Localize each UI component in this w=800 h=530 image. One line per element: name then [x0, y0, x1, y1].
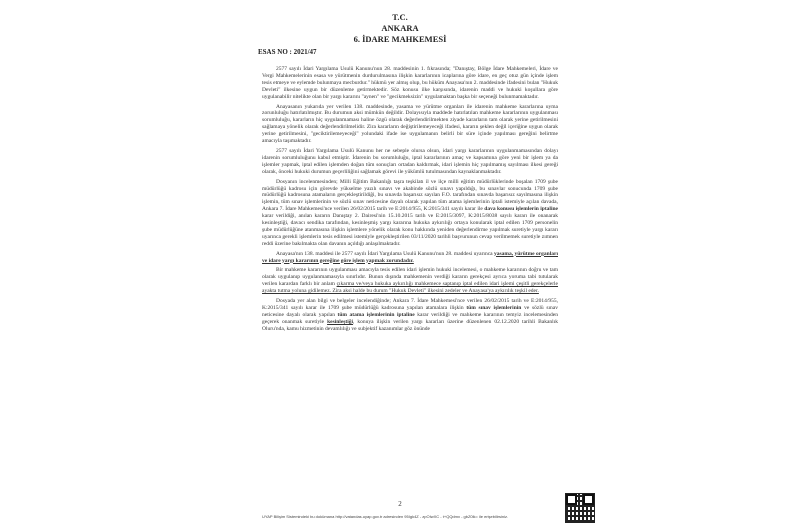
paragraph [262, 251, 558, 265]
paragraph-text: Anayasa'nın 138. maddesi ile 2577 sayılı İdari Yargılama Usulü Kanunu'nun 28. maddesi uyarınca [276, 250, 494, 257]
court-heading: 6. İDARE MAHKEMESİ [353, 34, 447, 44]
paragraph-text: ve sözlü sınav neticesine dayalı olarak yapılan [262, 305, 558, 318]
paragraph [262, 298, 558, 333]
document-header [0, 12, 800, 45]
emphasized-text: tüm sınav işlemlerinin [466, 305, 522, 311]
document-body [262, 66, 558, 336]
paragraph-text: Anayasanın yukarıda yer verilen 138. maddesinde, yasama ve yürütme organları ile idarenin mahkeme kararlarına uyma zorunluluğu hatırlatılmıştır. Bu durumun aksi mümkün değildir. Dolayısıyla maddede hatırlatılan mahkeme kararlarının uygulanması sorumluluğu, kararların hiç uygulanmaması haline özgü olarak değerlendirilmekten ziyade kararların tam olarak yerine getirilmesini sağlamaya yönelik olarak değerlendirilmelidir. Zira kararların değiştirilemeyeceği ifadesi, kararın şeklen değil içeriğine uygun olarak yerine getirilmesini, "geciktirilemeyeceği" yolundaki ifade ise uygulamanın belirli bir süre içinde yapılması gereğini belirtme amacıyla taşımaktadır. [262, 103, 558, 145]
uyap-footer: UYAP Bilişim Sistemindeki bu dokümana http://vatandas.uyap.gov.tr adresinden 95Igk4Z - zpOIwXC - t+QQdmx - gbZ0lk= ile erişebilirsiniz. [262, 514, 509, 519]
paragraph-text: Dosyanın incelenmesinden; Milli Eğitim Bakanlığı taşra teşkilatı il ve ilçe milli eğitim müdürlüklerinde boşalan 1709 şube müdürlüğü kadrosu için görevde yükselme yazılı sınavı ve akabinde sözlü sınavı yapıldığı, bu sınavlar sonucunda 1709 şube müdürlüğü kadrosuna atamaların gerçekleştirildiği, bu sınavda başarısız sayılan F.O. tarafından sınavda başarısız sayılmasına ilişkin işlemin, tüm sınav işlemlerinin ve sözlü sınav neticesine dayalı olarak yapılan tüm atama işlemlerinin iptali istemiyle açılan davada, Ankara 7. İdare Mahkemesi'nce verilen 26/02/2015 tarih ve E:2014/955, K:2015/341 sayılı karar ile [262, 178, 558, 213]
emphasized-text: tüm atama işlemlerinin iptaline [337, 311, 415, 318]
city-heading: ANKARA [381, 23, 419, 33]
paragraph [262, 104, 558, 145]
emphasized-text: kesinleştiği [327, 318, 354, 325]
paragraph-text: Dosyada yer alan bilgi ve belgeler incelendiğinde; Ankara 7. İdare Mahkemesi'nce verilen 26/02/2015 tarih ve E:2014/955, K:2015/341 sayılı karar ile 1709 şube müdürlüğü kadrosuna yapılan atamalara ilişkin [262, 298, 558, 311]
paragraph [262, 66, 558, 101]
paragraph [262, 267, 558, 295]
paragraph [262, 179, 558, 248]
paragraph-text: , konuya ilişkin verilen yargı kararları üzerine düzenlenen 02.12.2020 tarihli Bakanlık Oluru'nda, kamu hizmetinin devamlılığı ve subjektif kazanımlar göz önünde [262, 318, 558, 332]
paragraph-text: Bir mahkeme kararının uygulanması amacıyla tesis edilen idari işlemin hukuki incelemesi, o mahkeme kararının doğru ve tam olarak uygulanıp uygulanmamasıyla sınırlıdır. Bunun dışında mahkemenin verdiği kararın gerekçesi ayrıca yoruma tabi tutularak verilen karardan farklı bir anlam [262, 267, 558, 288]
paragraph [262, 148, 558, 176]
emphasized-text: yasama, yürütme organları ve idare yargı kararının gereğine göre işlem yapmak zorundadır. [262, 250, 558, 264]
page-number: 2 [398, 500, 402, 508]
paragraph-text: karar verildiği ve mahkeme kararının temyiz incelemesinden geçerek onanmak suretiyle [262, 311, 558, 325]
paragraph-text: karar verildiği, anılan kararın Danıştay 2. Dairesi'nin 15.10.2015 tarih ve E:2015/3097, K:2015/8038 sayılı kararı ile onanarak kesinleştiği, davacı sendika tarafından, kesinleşmiş yargı kararına hukuka aykırılığı ortaya konularak iptal edilen 1709 personelin şube müdürlüğüne atanmasına ilişkin işlemlere yönelik olarak konu hakkında yeniden değerlendirme yapılmak suretiyle yargı kararı uyarınca gerekli işlemlerin tesis edilmesi istemiyle gerçekleştirilen 03/11/2020 tarihli başvurunun cevap verilmemek suretiyle zımnen reddi üzerine bakılmakta olan davanın açıldığı anlaşılmaktadır. [262, 213, 558, 247]
qr-code [566, 494, 594, 522]
paragraph-text: 2577 sayılı İdari Yargılama Usulü Kanunu her ne sebeple olursa olsun, idari yargı kararlarının uygulanmamasından dolayı idarenin sorumluluğunu kabul etmiştir. İdarenin bu sorumluluğu, iptal kararlarının amaç ve kapsamına göre yeni bir işlem ya da işlemler yapmak, iptal edilen işlemden doğan tüm sonuçları ortadan kaldırmak, idari işlemin hiç yapılmamış sayılması ilkesi gereği olarak, önceki hukuki durumun geçerliliğini sağlamak görevi ile yükümlü tutulmasından kaynaklanmaktadır. [262, 147, 558, 175]
emphasized-text: çıkarma ve/veya hukuka aykırılığı mahkemece saptanıp iptal edilen idari işlemi çeşitli gerekçelerle ayakta tutma yoluna gidilemez. Zira aksi halde bu durum "Hukuk Devleti" ilkesini zedeler ve Anayasa'ya aykırılık teşkil eder. [262, 281, 559, 295]
paragraph-text: 2577 sayılı İdari Yargılama Usulü Kanunu'nun 28. maddesinin 1. fıkrasında; "Danıştay, Bölge İdare Mahkemeleri, İdare ve Vergi Mahkemelerinin esasa ve yürütmenin durdurulmasına ilişkin kararlarının icaplarına göre idare, en geç otuz gün içinde işlem tesis etmeye ve eylemde bulunmaya mecburdur." hükmü yer almış olup, bu hüküm Anayasa'nın 2. maddesinde ifadesini bulan "Hukuk Devleti" ilkesine uygun bir düzenleme getirmektedir. Söz konusu ilke karşısında, idarenin maddi ve hukuki koşullara göre uygulanabilir nitelikte olan bir yargı kararını "aynen" ve "gecikmeksizin" uygulamaktan başka bir seçeneği bulunmamaktadır. [262, 66, 559, 100]
emphasized-text: dava konusu işlemlerin iptaline [484, 206, 558, 213]
tc-heading: T.C. [392, 12, 408, 22]
case-number: ESAS NO : 2021/47 [258, 48, 317, 56]
